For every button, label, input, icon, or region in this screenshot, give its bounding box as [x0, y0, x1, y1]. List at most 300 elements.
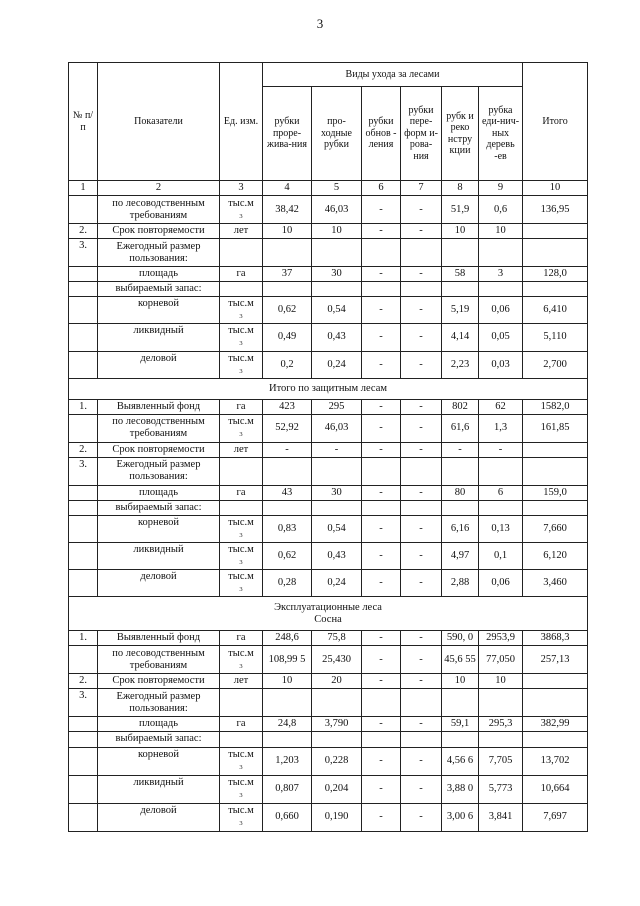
value-cell: [312, 689, 362, 717]
row-indicator: площадь: [98, 485, 220, 500]
value-cell: 52,92: [263, 414, 312, 442]
value-cell: -: [401, 351, 442, 378]
value-cell: -: [401, 543, 442, 570]
unit-superscript: 3: [239, 531, 243, 539]
value-cell: 75,8: [312, 631, 362, 646]
value-cell: 0,2: [263, 351, 312, 378]
value-cell: 0,54: [312, 297, 362, 324]
value-cell: [523, 239, 588, 267]
row-number: [69, 570, 98, 597]
value-cell: -: [401, 267, 442, 282]
value-cell: 13,702: [523, 747, 588, 775]
value-cell: [263, 282, 312, 297]
value-cell: 0,28: [263, 570, 312, 597]
row-unit: тыс.м 3: [220, 196, 263, 224]
value-cell: -: [362, 351, 401, 378]
value-cell: -: [401, 414, 442, 442]
value-cell: [263, 457, 312, 485]
value-cell: [442, 500, 479, 515]
row-number: [69, 267, 98, 282]
value-cell: 295,3: [479, 717, 523, 732]
column-number: 1: [69, 181, 98, 196]
column-number: 5: [312, 181, 362, 196]
value-cell: 0,54: [312, 515, 362, 542]
value-cell: 0,05: [479, 324, 523, 351]
table-row: [69, 500, 588, 515]
value-cell: [523, 689, 588, 717]
row-indicator: по лесоводственным требованиям: [98, 646, 220, 674]
table-row: [69, 324, 588, 351]
row-unit: тыс.м 3: [220, 515, 263, 542]
value-cell: -: [401, 570, 442, 597]
column-number: 8: [442, 181, 479, 196]
row-indicator: деловой: [98, 351, 220, 378]
value-cell: [362, 457, 401, 485]
value-cell: -: [401, 442, 442, 457]
value-cell: 0,62: [263, 297, 312, 324]
value-cell: [523, 674, 588, 689]
value-cell: 0,6: [479, 196, 523, 224]
header-thinning: рубки проре-жива-ния: [263, 87, 312, 181]
row-unit: тыс.м 3: [220, 414, 263, 442]
row-number: 2.: [69, 674, 98, 689]
header-reformation: рубки пере-форм и-рова-ния: [401, 87, 442, 181]
value-cell: 0,06: [479, 297, 523, 324]
section-title: Эксплуатационные леса Сосна: [69, 597, 588, 631]
value-cell: [263, 500, 312, 515]
value-cell: -: [401, 515, 442, 542]
value-cell: 4,14: [442, 324, 479, 351]
value-cell: [362, 282, 401, 297]
value-cell: -: [401, 224, 442, 239]
row-indicator: Выявленный фонд: [98, 399, 220, 414]
value-cell: 0,1: [479, 543, 523, 570]
row-number: [69, 543, 98, 570]
table-row: [69, 282, 588, 297]
value-cell: 43: [263, 485, 312, 500]
value-cell: 161,85: [523, 414, 588, 442]
unit-superscript: 3: [239, 559, 243, 567]
table-row: [69, 515, 588, 542]
table-row: [69, 646, 588, 674]
table-row: [69, 732, 588, 747]
value-cell: 46,03: [312, 414, 362, 442]
value-cell: -: [362, 717, 401, 732]
row-unit: [220, 500, 263, 515]
row-number: [69, 196, 98, 224]
value-cell: 0,06: [479, 570, 523, 597]
value-cell: 802: [442, 399, 479, 414]
value-cell: 1582,0: [523, 399, 588, 414]
row-unit: тыс.м 3: [220, 803, 263, 831]
table-row: [69, 485, 588, 500]
value-cell: [523, 732, 588, 747]
value-cell: -: [401, 196, 442, 224]
value-cell: -: [401, 674, 442, 689]
value-cell: 0,13: [479, 515, 523, 542]
unit-superscript: 3: [239, 662, 243, 670]
value-cell: 0,807: [263, 775, 312, 803]
column-number: 2: [98, 181, 220, 196]
table-row: [69, 674, 588, 689]
row-unit: га: [220, 631, 263, 646]
value-cell: [523, 500, 588, 515]
value-cell: [479, 689, 523, 717]
value-cell: -: [362, 803, 401, 831]
value-cell: [442, 689, 479, 717]
value-cell: 2953,9: [479, 631, 523, 646]
unit-superscript: 3: [239, 212, 243, 220]
value-cell: -: [362, 631, 401, 646]
value-cell: -: [362, 747, 401, 775]
unit-superscript: 3: [239, 764, 243, 771]
row-unit: лет: [220, 224, 263, 239]
value-cell: 30: [312, 267, 362, 282]
value-cell: [312, 282, 362, 297]
value-cell: 159,0: [523, 485, 588, 500]
table-row: [69, 689, 588, 717]
value-cell: -: [401, 747, 442, 775]
value-cell: -: [479, 442, 523, 457]
unit-superscript: 3: [239, 820, 243, 827]
table-row: [69, 224, 588, 239]
value-cell: 1,203: [263, 747, 312, 775]
unit-superscript: 3: [239, 586, 243, 594]
header-np: № п/п: [69, 63, 98, 181]
row-indicator: площадь: [98, 267, 220, 282]
value-cell: [479, 500, 523, 515]
row-unit: лет: [220, 674, 263, 689]
value-cell: [523, 282, 588, 297]
value-cell: 3,460: [523, 570, 588, 597]
value-cell: -: [362, 570, 401, 597]
value-cell: 6,16: [442, 515, 479, 542]
row-unit: [220, 689, 263, 717]
value-cell: 80: [442, 485, 479, 500]
row-number: [69, 717, 98, 732]
unit-superscript: 3: [239, 367, 243, 375]
row-unit: тыс.м 3: [220, 570, 263, 597]
header-renewal: рубки обнов - ления: [362, 87, 401, 181]
value-cell: [263, 239, 312, 267]
value-cell: 7,660: [523, 515, 588, 542]
column-number: 10: [523, 181, 588, 196]
value-cell: -: [362, 267, 401, 282]
row-number: [69, 324, 98, 351]
row-indicator: Выявленный фонд: [98, 631, 220, 646]
table-row: [69, 442, 588, 457]
value-cell: [442, 732, 479, 747]
value-cell: -: [401, 775, 442, 803]
value-cell: 6,410: [523, 297, 588, 324]
header-care-types: Виды ухода за лесами: [263, 63, 523, 87]
value-cell: 590, 0: [442, 631, 479, 646]
value-cell: 0,24: [312, 351, 362, 378]
value-cell: -: [362, 224, 401, 239]
value-cell: -: [312, 442, 362, 457]
column-number: 9: [479, 181, 523, 196]
row-indicator: Срок повторяемости: [98, 442, 220, 457]
value-cell: -: [401, 646, 442, 674]
row-indicator: Срок повторяемости: [98, 674, 220, 689]
value-cell: 0,49: [263, 324, 312, 351]
row-number: [69, 351, 98, 378]
row-unit: тыс.м 3: [220, 351, 263, 378]
value-cell: -: [442, 442, 479, 457]
value-cell: [362, 689, 401, 717]
value-cell: 136,95: [523, 196, 588, 224]
value-cell: -: [362, 414, 401, 442]
value-cell: 382,99: [523, 717, 588, 732]
value-cell: [362, 732, 401, 747]
row-number: [69, 414, 98, 442]
row-number: 1.: [69, 399, 98, 414]
value-cell: 257,13: [523, 646, 588, 674]
row-indicator: выбираемый запас:: [98, 732, 220, 747]
row-number: [69, 747, 98, 775]
value-cell: 38,42: [263, 196, 312, 224]
value-cell: -: [401, 324, 442, 351]
row-number: [69, 775, 98, 803]
value-cell: 0,24: [312, 570, 362, 597]
row-unit: [220, 239, 263, 267]
row-number: 2.: [69, 224, 98, 239]
row-unit: тыс.м 3: [220, 646, 263, 674]
row-unit: га: [220, 399, 263, 414]
unit-superscript: 3: [239, 431, 243, 439]
value-cell: [312, 732, 362, 747]
value-cell: [479, 732, 523, 747]
value-cell: 423: [263, 399, 312, 414]
value-cell: -: [263, 442, 312, 457]
row-unit: тыс.м 3: [220, 775, 263, 803]
table-row: [69, 267, 588, 282]
value-cell: 10: [263, 674, 312, 689]
value-cell: 20: [312, 674, 362, 689]
table-row: [69, 399, 588, 414]
row-indicator: выбираемый запас:: [98, 282, 220, 297]
value-cell: [479, 282, 523, 297]
value-cell: 0,190: [312, 803, 362, 831]
value-cell: 3: [479, 267, 523, 282]
row-indicator: корневой: [98, 515, 220, 542]
value-cell: 3868,3: [523, 631, 588, 646]
value-cell: 37: [263, 267, 312, 282]
value-cell: [362, 239, 401, 267]
row-unit: тыс.м 3: [220, 543, 263, 570]
value-cell: -: [362, 196, 401, 224]
value-cell: -: [362, 543, 401, 570]
value-cell: -: [401, 485, 442, 500]
row-indicator: площадь: [98, 717, 220, 732]
row-indicator: Ежегодный размер пользования:: [98, 457, 220, 485]
value-cell: [401, 689, 442, 717]
value-cell: -: [362, 399, 401, 414]
unit-superscript: 3: [239, 340, 243, 348]
row-unit: тыс.м 3: [220, 297, 263, 324]
value-cell: 108,99 5: [263, 646, 312, 674]
row-indicator: по лесоводственным требованиям: [98, 414, 220, 442]
row-unit: лет: [220, 442, 263, 457]
table-row: [69, 775, 588, 803]
value-cell: 10: [442, 224, 479, 239]
header-single-trees: рубка еди-нич-ных деревь -ев: [479, 87, 523, 181]
value-cell: 248,6: [263, 631, 312, 646]
row-number: [69, 646, 98, 674]
value-cell: 10,664: [523, 775, 588, 803]
value-cell: -: [362, 324, 401, 351]
value-cell: 0,62: [263, 543, 312, 570]
column-number: 3: [220, 181, 263, 196]
header-unit: Ед. изм.: [220, 63, 263, 181]
row-indicator: ликвидный: [98, 543, 220, 570]
row-number: 3.: [69, 239, 98, 267]
value-cell: 61,6: [442, 414, 479, 442]
header-passage: про-ходные рубки: [312, 87, 362, 181]
row-number: [69, 485, 98, 500]
row-indicator: Ежегодный размер пользования:: [98, 239, 220, 267]
value-cell: [401, 457, 442, 485]
value-cell: 7,697: [523, 803, 588, 831]
value-cell: 0,43: [312, 324, 362, 351]
value-cell: [263, 732, 312, 747]
table-row: [69, 239, 588, 267]
value-cell: 45,6 55: [442, 646, 479, 674]
value-cell: 295: [312, 399, 362, 414]
value-cell: 62: [479, 399, 523, 414]
value-cell: 2,88: [442, 570, 479, 597]
row-indicator: ликвидный: [98, 775, 220, 803]
unit-superscript: 3: [239, 792, 243, 799]
value-cell: -: [362, 515, 401, 542]
value-cell: -: [362, 442, 401, 457]
row-indicator: Ежегодный размер пользования:: [98, 689, 220, 717]
row-indicator: деловой: [98, 803, 220, 831]
value-cell: 3,88 0: [442, 775, 479, 803]
column-number: 4: [263, 181, 312, 196]
header-total: Итого: [523, 63, 588, 181]
value-cell: 10: [312, 224, 362, 239]
section-exploitation: [69, 597, 588, 631]
value-cell: -: [401, 399, 442, 414]
value-cell: -: [401, 631, 442, 646]
row-indicator: корневой: [98, 747, 220, 775]
header-indicators: Показатели: [98, 63, 220, 181]
value-cell: 59,1: [442, 717, 479, 732]
value-cell: 77,050: [479, 646, 523, 674]
row-indicator: корневой: [98, 297, 220, 324]
row-unit: [220, 282, 263, 297]
value-cell: 46,03: [312, 196, 362, 224]
value-cell: -: [401, 803, 442, 831]
value-cell: 10: [479, 224, 523, 239]
row-number: [69, 732, 98, 747]
value-cell: 3,00 6: [442, 803, 479, 831]
value-cell: 30: [312, 485, 362, 500]
row-indicator: деловой: [98, 570, 220, 597]
row-unit: га: [220, 485, 263, 500]
forest-care-table: [68, 62, 588, 832]
value-cell: -: [362, 297, 401, 324]
row-number: [69, 515, 98, 542]
value-cell: 25,430: [312, 646, 362, 674]
table-row: [69, 631, 588, 646]
value-cell: [479, 239, 523, 267]
header-reconstruction: рубк и реко нстру кции: [442, 87, 479, 181]
table-body: [69, 196, 588, 831]
table-row: [69, 747, 588, 775]
value-cell: 5,110: [523, 324, 588, 351]
value-cell: [523, 442, 588, 457]
value-cell: 2,23: [442, 351, 479, 378]
value-cell: -: [362, 646, 401, 674]
value-cell: 6,120: [523, 543, 588, 570]
section-title: Итого по защитным лесам: [69, 378, 588, 399]
value-cell: 0,43: [312, 543, 362, 570]
row-number: 1.: [69, 631, 98, 646]
value-cell: 58: [442, 267, 479, 282]
row-unit: га: [220, 267, 263, 282]
value-cell: 3,841: [479, 803, 523, 831]
row-number: 3.: [69, 457, 98, 485]
value-cell: [401, 500, 442, 515]
column-number: 6: [362, 181, 401, 196]
value-cell: -: [401, 297, 442, 324]
value-cell: [401, 732, 442, 747]
table-row: [69, 351, 588, 378]
row-number: [69, 500, 98, 515]
value-cell: 7,705: [479, 747, 523, 775]
value-cell: [401, 282, 442, 297]
value-cell: [263, 689, 312, 717]
value-cell: -: [401, 717, 442, 732]
row-number: [69, 282, 98, 297]
table-row: [69, 570, 588, 597]
row-indicator: ликвидный: [98, 324, 220, 351]
value-cell: [312, 500, 362, 515]
value-cell: [442, 282, 479, 297]
value-cell: 51,9: [442, 196, 479, 224]
value-cell: [442, 457, 479, 485]
row-unit: [220, 732, 263, 747]
row-indicator: выбираемый запас:: [98, 500, 220, 515]
value-cell: 0,83: [263, 515, 312, 542]
value-cell: 128,0: [523, 267, 588, 282]
value-cell: -: [362, 674, 401, 689]
value-cell: -: [362, 485, 401, 500]
value-cell: 6: [479, 485, 523, 500]
page-number: 3: [316, 16, 324, 31]
value-cell: [479, 457, 523, 485]
value-cell: 2,700: [523, 351, 588, 378]
table-row: [69, 414, 588, 442]
value-cell: 4,56 6: [442, 747, 479, 775]
value-cell: 0,204: [312, 775, 362, 803]
value-cell: 10: [442, 674, 479, 689]
table-row: [69, 803, 588, 831]
value-cell: 0,228: [312, 747, 362, 775]
value-cell: 4,97: [442, 543, 479, 570]
value-cell: 3,790: [312, 717, 362, 732]
value-cell: 0,660: [263, 803, 312, 831]
value-cell: 10: [479, 674, 523, 689]
value-cell: 10: [263, 224, 312, 239]
table-row: [69, 457, 588, 485]
value-cell: 5,773: [479, 775, 523, 803]
row-unit: тыс.м 3: [220, 324, 263, 351]
row-unit: га: [220, 717, 263, 732]
value-cell: [523, 457, 588, 485]
